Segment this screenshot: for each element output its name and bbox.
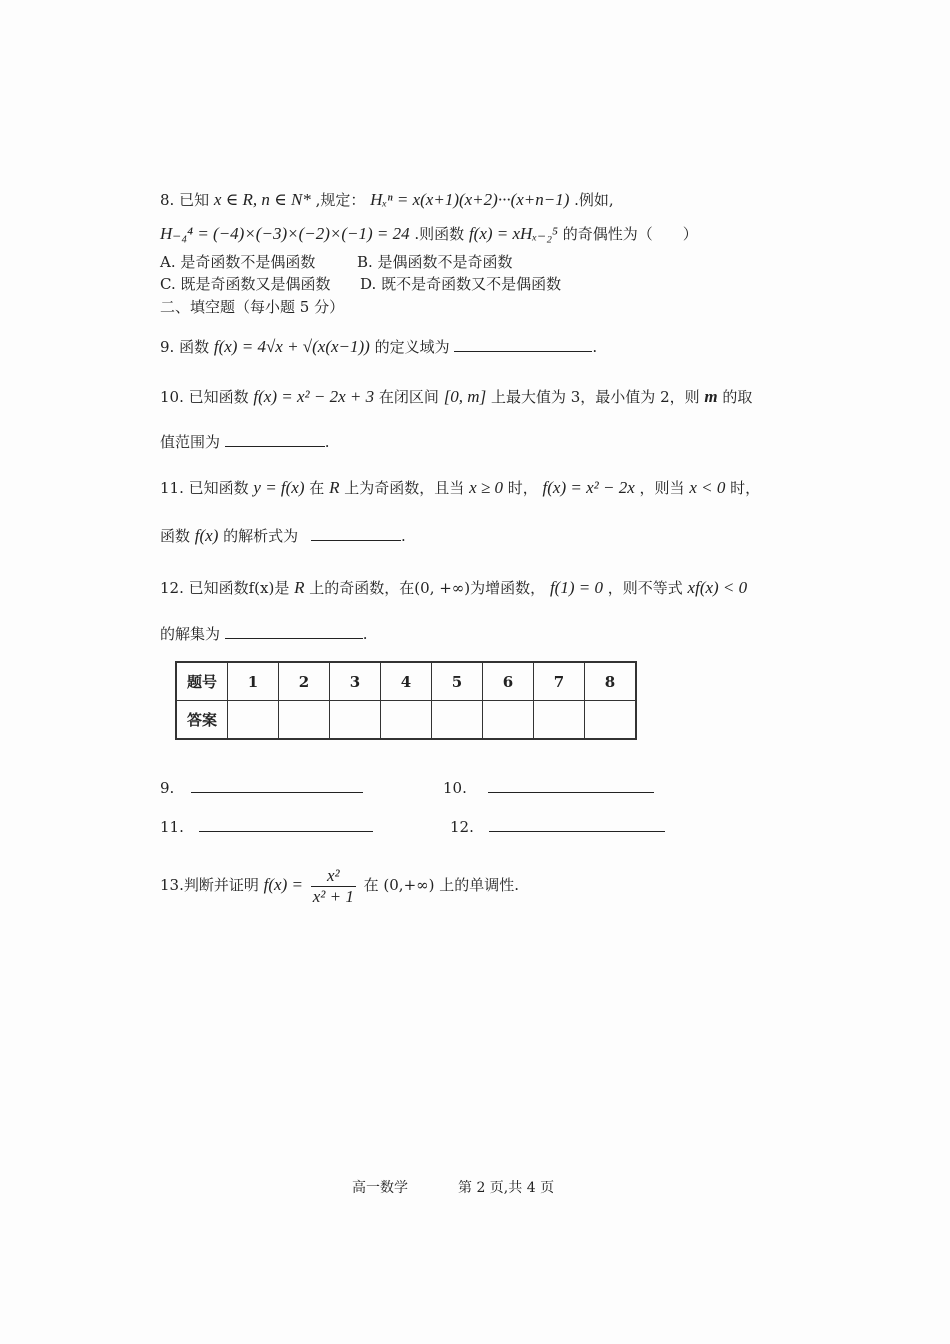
- q13-denominator: x² + 1: [312, 886, 354, 906]
- q10-interval: [0, m]: [443, 387, 487, 406]
- q8-example: H₋₄⁴ = (−4)×(−3)×(−2)×(−1) = 24: [160, 224, 410, 243]
- q10-range-label: 值范围为: [160, 433, 221, 451]
- answer-table-answer-row: [176, 701, 636, 740]
- q13-numerator: x²: [311, 866, 356, 887]
- q10-blank[interactable]: [225, 432, 325, 447]
- answer-cell[interactable]: [432, 701, 483, 740]
- answer-table-num: 3: [330, 662, 381, 701]
- fill-label-11: 11.: [160, 818, 184, 836]
- q11-line2: 函数 f(x) 的解析式为 .: [160, 526, 406, 545]
- q12-blank[interactable]: [225, 624, 363, 639]
- q8-option-d: D. 既不是奇函数又不是偶函数: [360, 275, 562, 293]
- q11-function: y = f(x): [253, 478, 305, 497]
- answer-cell[interactable]: [279, 701, 330, 740]
- q8-text-3: .则函数: [414, 225, 465, 243]
- q8-question-text: 的奇偶性为（ ）: [562, 225, 698, 243]
- q11-text: 11. 已知函数: [160, 479, 249, 497]
- q11-text-7: 函数: [160, 527, 191, 545]
- q11-condition: x ≥ 0: [469, 478, 503, 497]
- section2-title: 二、填空题（每小题 5 分）: [160, 298, 345, 316]
- answer-cell[interactable]: [483, 701, 534, 740]
- fill-10: [443, 778, 654, 798]
- fill-9-blank[interactable]: [191, 778, 363, 793]
- q10-text: 10. 已知函数: [160, 388, 249, 406]
- fill-12: [450, 817, 665, 837]
- footer-subject: 高一数学: [352, 1180, 408, 1196]
- q11-text-6: 时，: [730, 479, 761, 497]
- q12-text-3: ，则不等式: [607, 579, 683, 597]
- q10-text-4: 的取: [722, 388, 753, 406]
- q10-text-3: 上最大值为 3，最小值为 2，则: [490, 388, 700, 406]
- footer-page-number: 第 2 页,共 4 页: [458, 1180, 555, 1196]
- fill-label-12: 12.: [450, 818, 474, 836]
- q8-text: ,规定：: [315, 191, 366, 209]
- q8-line1: [160, 190, 614, 210]
- q8-text-2: .例如,: [574, 191, 614, 209]
- answer-table-num: 6: [483, 662, 534, 701]
- q11-text-5: ，则当: [639, 479, 685, 497]
- q12-inequality: xf(x) < 0: [687, 578, 748, 597]
- q12-line1: [160, 578, 747, 598]
- q12-line2: 的解集为 .: [160, 625, 368, 643]
- fill-9: [160, 778, 363, 798]
- q8-option-a: A. 是奇函数不是偶函数: [160, 253, 316, 271]
- answer-cell[interactable]: [330, 701, 381, 740]
- q9-function: f(x) = 4√x + √(x(x−1)): [213, 337, 370, 356]
- q12-condition: f(1) = 0: [549, 578, 603, 597]
- q11-text-2: 在: [309, 479, 325, 497]
- q13-function: f(x) =: [263, 875, 303, 894]
- answer-table: [175, 661, 637, 740]
- answer-table-num: 7: [534, 662, 585, 701]
- q8-line2: [160, 224, 698, 244]
- fill-label-9: 9.: [160, 779, 175, 797]
- q12-text: 12. 已知函数f(x)是: [160, 579, 290, 597]
- answer-cell[interactable]: [228, 701, 279, 740]
- q13-fraction: [311, 866, 356, 907]
- q10-line2: 值范围为 .: [160, 433, 330, 451]
- fill-11-blank[interactable]: [199, 817, 373, 832]
- q11-function-2: f(x): [194, 526, 219, 545]
- q8-condition: x ∈ R, n ∈ N*: [213, 190, 311, 209]
- answer-table-num: 4: [381, 662, 432, 701]
- answer-table-label-answer: 答案: [176, 701, 228, 740]
- q11-text-3: 上为奇函数，且当: [344, 479, 465, 497]
- q12-solution-label: 的解集为: [160, 625, 221, 643]
- q9-blank[interactable]: [454, 337, 592, 352]
- q9-text: 9. 函数: [160, 338, 210, 356]
- q9-text-2: 的定义域为: [374, 338, 450, 356]
- q8-option-c: C. 既是奇函数又是偶函数: [160, 275, 331, 293]
- fill-11: [160, 817, 373, 837]
- answer-table-num: 1: [228, 662, 279, 701]
- answer-cell[interactable]: [585, 701, 637, 740]
- fill-10-blank[interactable]: [488, 778, 654, 793]
- answer-table-label-number: 题号: [176, 662, 228, 701]
- fill-12-blank[interactable]: [489, 817, 665, 832]
- q9-line: 9. 函数 f(x) = 4√x + √(x(x−1)) 的定义域为 .: [160, 337, 598, 356]
- q8-options-row1: [160, 252, 513, 272]
- answer-table-header-row: [176, 662, 636, 701]
- q11-expression: f(x) = x² − 2x: [542, 478, 635, 497]
- q8-definition: Hₓⁿ = x(x+1)(x+2)···(x+n−1): [370, 190, 570, 209]
- q10-text-2: 在闭区间: [378, 388, 439, 406]
- q11-text-4: 时，: [507, 479, 538, 497]
- answer-cell[interactable]: [381, 701, 432, 740]
- answer-table-num: 8: [585, 662, 637, 701]
- answer-table-num: 2: [279, 662, 330, 701]
- q8-number: 8. 已知: [160, 191, 210, 209]
- q8-options-row2: [160, 274, 561, 294]
- q11-blank[interactable]: [311, 526, 401, 541]
- answer-cell[interactable]: [534, 701, 585, 740]
- q11-line1: [160, 478, 760, 498]
- q8-function: f(x) = xHₓ₋₂⁵: [468, 224, 558, 243]
- q11-set: R: [329, 478, 340, 497]
- q12-text-2: 上的奇函数，在(0, +∞)为增函数，: [309, 579, 546, 597]
- q13-text-2: 在 (0,+∞) 上的单调性.: [363, 876, 520, 894]
- q12-set: R: [294, 578, 305, 597]
- q13-text: 13.判断并证明: [160, 876, 259, 894]
- q8-option-b: B. 是偶函数不是奇函数: [356, 253, 513, 271]
- q13-line: [160, 860, 519, 910]
- q10-line1: [160, 387, 752, 407]
- q10-var: m: [704, 387, 718, 406]
- q11-condition-2: x < 0: [689, 478, 726, 497]
- q11-text-8: 的解析式为: [223, 527, 299, 545]
- fill-label-10: 10.: [443, 779, 467, 797]
- answer-table-num: 5: [432, 662, 483, 701]
- q10-function: f(x) = x² − 2x + 3: [253, 387, 375, 406]
